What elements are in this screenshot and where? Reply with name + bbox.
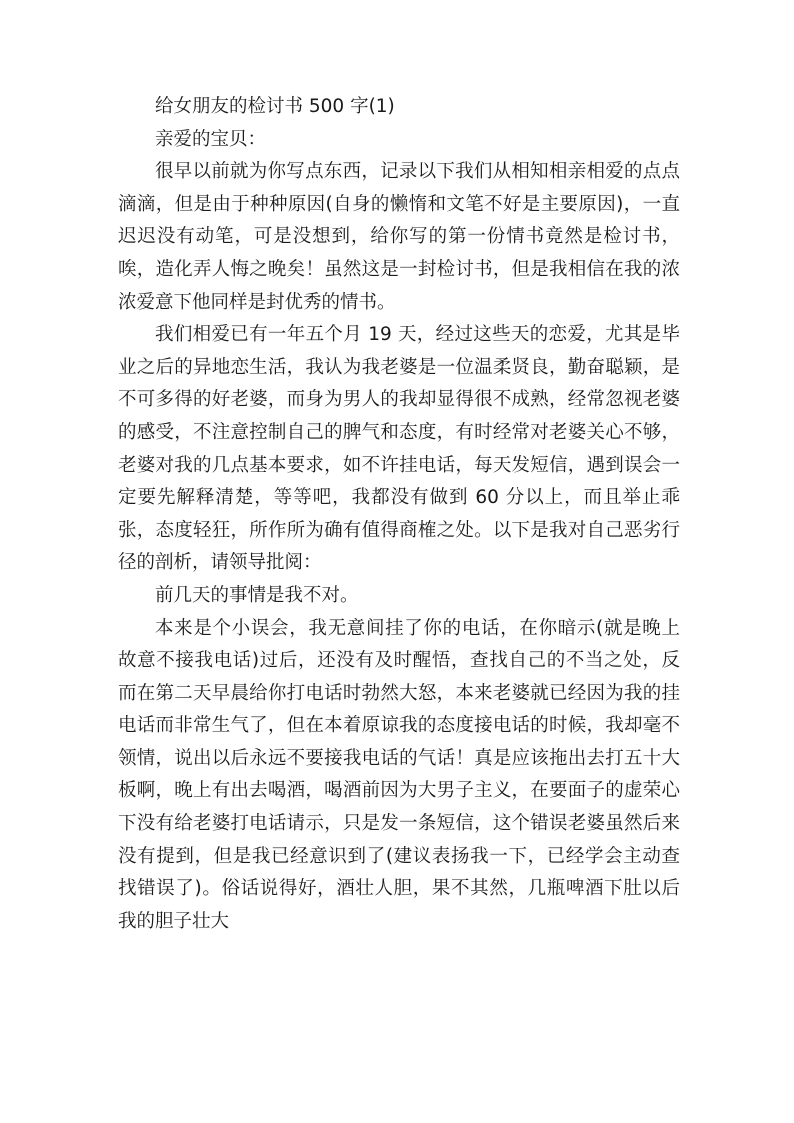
document-title: 给女朋友的检讨书 500 字(1) — [155, 96, 395, 117]
paragraph-1: 很早以前就为你写点东西，记录以下我们从相知相亲相爱的点点滴滴，但是由于种种原因(自身的懒惰和文笔不好是主要原因)，一直迟迟没有动笔，可是没想到，给你写的第一份情书竟然是检讨书，唉，造化弄人悔之晚矣！虽然这是一封检讨书，但是我相信在我的浓浓爱意下他同样是封优秀的情书。 — [118, 161, 680, 313]
paragraph-3: 前几天的事情是我不对。 — [155, 584, 359, 606]
document-body — [118, 91, 680, 938]
salutation: 亲爱的宝贝： — [155, 128, 267, 150]
paragraph-4: 本来是个小误会，我无意间挂了你的电话，在你暗示(就是晚上故意不接我电话)过后，还没有及时醒悟，查找自己的不当之处，反而在第二天早晨给你打电话时勃然大怒，本来老婆就已经因为我的挂电话而非常生气了，但在本着原谅我的态度接电话的时候，我却毫不领情，说出以后永远不要接我电话的气话！真是应该拖出去打五十大板啊，晚上有出去喝酒，喝酒前因为大男子主义，在要面子的虚荣心下没有给老婆打电话请示，只是发一条短信，这个错误老婆虽然后来没有提到，但是我已经意识到了(建议表扬我一下，已经学会主动查找错误了)。俗话说得好，酒壮人胆，果不其然，几瓶啤酒下肚以后我的胆子壮大 — [118, 617, 680, 932]
paragraph-2: 我们相爱已有一年五个月 19 天，经过这些天的恋爱，尤其是毕业之后的异地恋生活，我认为我老婆是一位温柔贤良，勤奋聪颖，是不可多得的好老婆，而身为男人的我却显得很不成熟，经常忽视老婆的感受，不注意控制自己的脾气和态度，有时经常对老婆关心不够，老婆对我的几点基本要求，如不许挂电话，每天发短信，遇到误会一定要先解释清楚，等等吧，我都没有做到 60 分以上，而且举止乖张，态度轻狂，所作所为确有值得商榷之处。以下是我对自己恶劣行径的剖析，请领导批阅： — [118, 324, 680, 574]
